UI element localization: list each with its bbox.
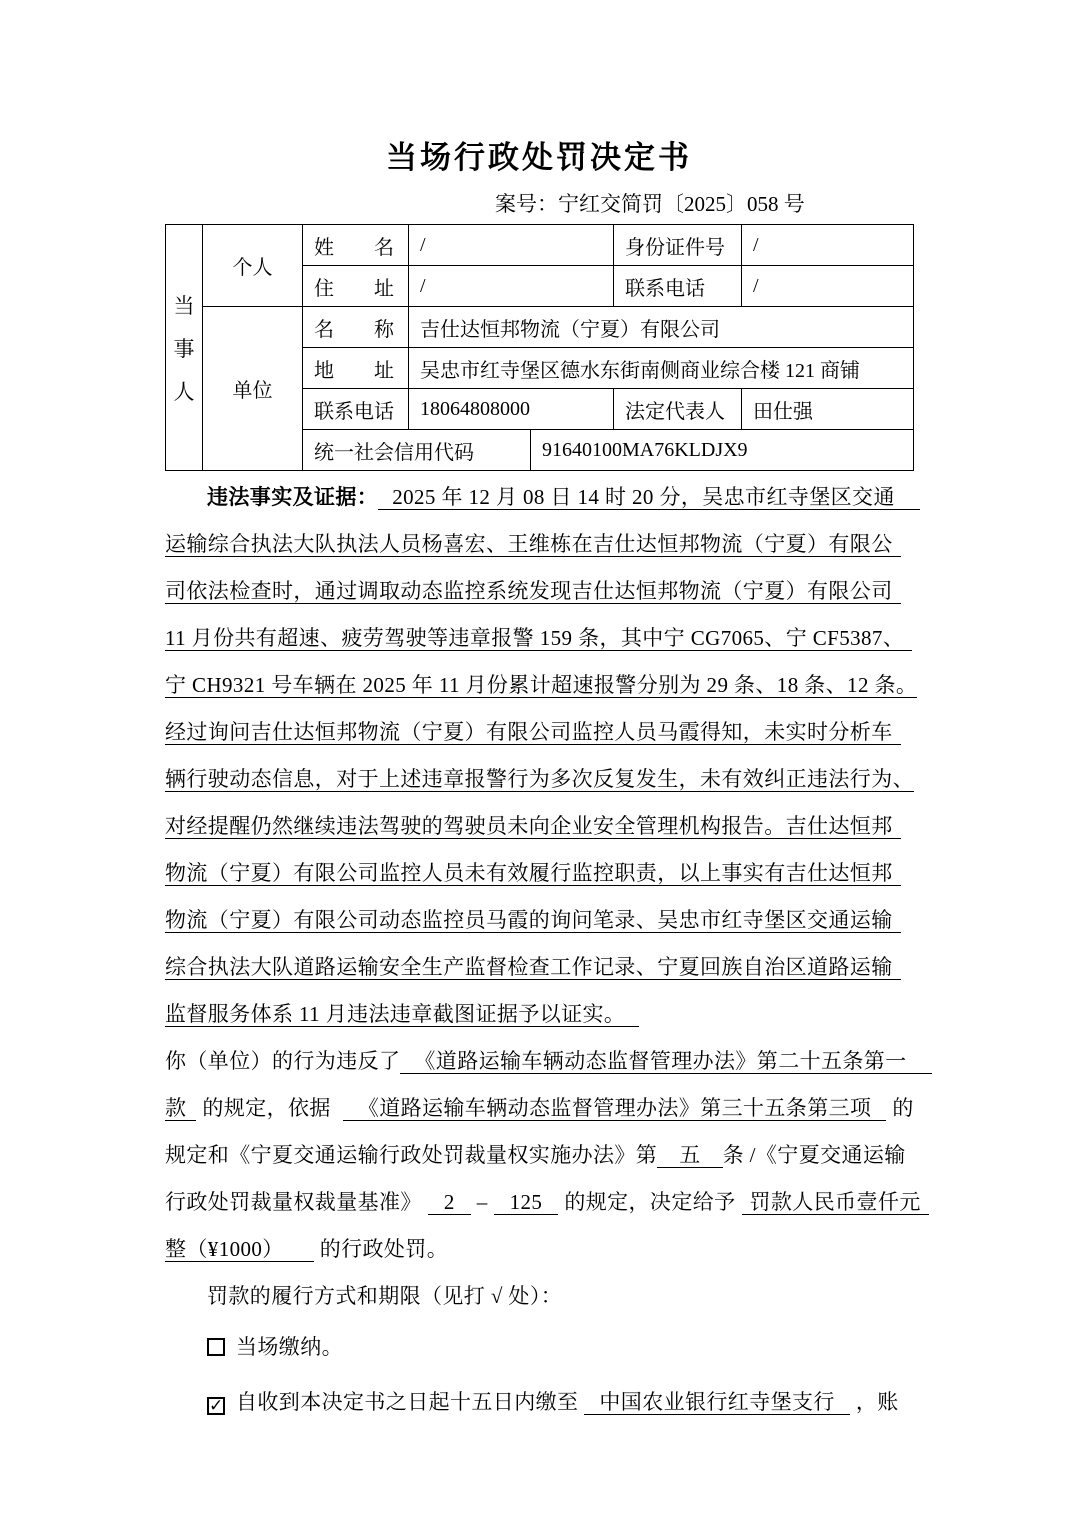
facts-line: 综合执法大队道路运输安全生产监督检查工作记录、宁夏回族自治区道路运输 xyxy=(165,944,913,991)
violated-clause-cont: 款 xyxy=(165,1096,196,1121)
table-row xyxy=(166,225,914,266)
person-address-value: / xyxy=(409,266,614,307)
case-number-line xyxy=(165,190,913,218)
decision-line: 规定和《宁夏交通运输行政处罚裁量权实施办法》第 五 条 /《宁夏交通运输 xyxy=(165,1143,906,1167)
penalty-amount-text: 罚款人民币壹仟元 xyxy=(742,1190,929,1215)
payment-option-bank: ✓ 自收到本决定书之日起十五日内缴至 中国农业银行红寺堡支行 ，账 xyxy=(209,1390,899,1416)
facts-line: 运输综合执法大队执法人员杨喜宏、王维栋在吉仕达恒邦物流（宁夏）有限公 xyxy=(165,521,913,568)
basis-clause: 《道路运输车辆动态监督管理办法》第三十五条第三项 xyxy=(343,1096,887,1121)
decision-line: 行政处罚裁量权裁量基准》 2 – 125 的规定，决定给予 罚款人民币壹仟元 xyxy=(165,1179,913,1226)
penalty-amount-cont: 整（¥1000） xyxy=(165,1237,314,1262)
facts-line: 司依法检查时，通过调取动态监控系统发现吉仕达恒邦物流（宁夏）有限公司 xyxy=(165,568,913,615)
bank-name: 中国农业银行红寺堡支行 xyxy=(584,1390,849,1415)
decision-line: 整（¥1000） 的行政处罚。 xyxy=(165,1237,449,1261)
discretion-code-b: 125 xyxy=(494,1190,559,1215)
person-id-label: 身份证件号 xyxy=(614,225,742,266)
violated-clause: 《道路运输车辆动态监督管理办法》第二十五条第一 xyxy=(400,1049,931,1074)
company-phone-value: 18064808000 xyxy=(409,389,614,430)
checkbox-checked[interactable]: ✓ xyxy=(209,1396,224,1416)
facts-line: 监督服务体系 11 月违法违章截图证据予以证实。 xyxy=(165,991,913,1038)
page-title: 当场行政处罚决定书 xyxy=(386,140,692,175)
document-body xyxy=(165,474,921,1426)
person-group-label: 个人 xyxy=(203,225,303,307)
facts-line: 经过询问吉仕达恒邦物流（宁夏）有限公司监控人员马霞得知，未实时分析车 xyxy=(165,709,913,756)
credit-code-value: 91640100MA76KLDJX9 xyxy=(531,430,914,471)
person-phone-value: / xyxy=(742,266,914,307)
table-row xyxy=(166,307,914,348)
payment-option-onsite xyxy=(165,1324,913,1371)
facts-line: 物流（宁夏）有限公司动态监控员马霞的询问笔录、吴忠市红寺堡区交通运输 xyxy=(165,897,913,944)
facts-line xyxy=(165,474,913,521)
company-address-value: 吴忠市红寺堡区德水东街南侧商业综合楼 121 商铺 xyxy=(409,348,914,389)
company-group-label: 单位 xyxy=(203,307,303,471)
company-name-label: 名 称 xyxy=(303,307,409,348)
case-number-label: 案号： xyxy=(495,192,558,216)
person-name-value: / xyxy=(409,225,614,266)
party-info-table xyxy=(165,224,914,471)
payment-option-onsite-label: 当场缴纳。 xyxy=(236,1335,343,1359)
person-id-value: / xyxy=(742,225,914,266)
facts-line: 宁 CH9321 号车辆在 2025 年 11 月份累计超速报警分别为 29 条、18 条、12 条。 xyxy=(165,673,918,697)
payment-method-heading: 罚款的履行方式和期限（见打 √ 处）： xyxy=(207,1284,563,1308)
facts-line: 11 月份共有超速、疲劳驾驶等违章报警 159 条，其中宁 CG7065、宁 CF5387、 xyxy=(165,615,913,662)
discretion-code-a: 2 xyxy=(428,1190,471,1215)
decision-line: 你（单位）的行为违反了 《道路运输车辆动态监督管理办法》第二十五条第一 xyxy=(165,1038,913,1085)
company-name-value: 吉仕达恒邦物流（宁夏）有限公司 xyxy=(409,307,914,348)
decision-line: 款 的规定，依据 《道路运输车辆动态监督管理办法》第三十五条第三项 的 xyxy=(165,1096,914,1120)
company-phone-label: 联系电话 xyxy=(303,389,409,430)
person-phone-label: 联系电话 xyxy=(614,266,742,307)
company-address-label: 地 址 xyxy=(303,348,409,389)
facts-line: 物流（宁夏）有限公司监控人员未有效履行监控职责，以上事实有吉仕达恒邦 xyxy=(165,850,913,897)
party-row-header-text: 当 事 人 xyxy=(173,293,195,404)
facts-filled-text: 2025 年 12 月 08 日 14 时 20 分，吴忠市红寺堡区交通 xyxy=(378,485,920,510)
person-address-label: 住 址 xyxy=(303,266,409,307)
credit-code-label: 统一社会信用代码 xyxy=(303,430,531,471)
facts-line: 辆行驶动态信息，对于上述违章报警行为多次反复发生，未有效纠正违法行为、 xyxy=(165,767,914,791)
facts-line: 对经提醒仍然继续违法驾驶的驾驶员未向企业安全管理机构报告。吉仕达恒邦 xyxy=(165,803,913,850)
person-name-label: 姓 名 xyxy=(303,225,409,266)
facts-label: 违法事实及证据： xyxy=(207,485,379,509)
article-number: 五 xyxy=(657,1143,722,1168)
document-content xyxy=(165,0,921,1426)
case-number-value: 宁红交简罚〔2025〕058 号 xyxy=(558,192,805,216)
party-row-header xyxy=(166,225,203,471)
legal-rep-label: 法定代表人 xyxy=(614,389,742,430)
checkbox-unchecked[interactable] xyxy=(207,1338,225,1356)
legal-rep-value: 田仕强 xyxy=(742,389,914,430)
